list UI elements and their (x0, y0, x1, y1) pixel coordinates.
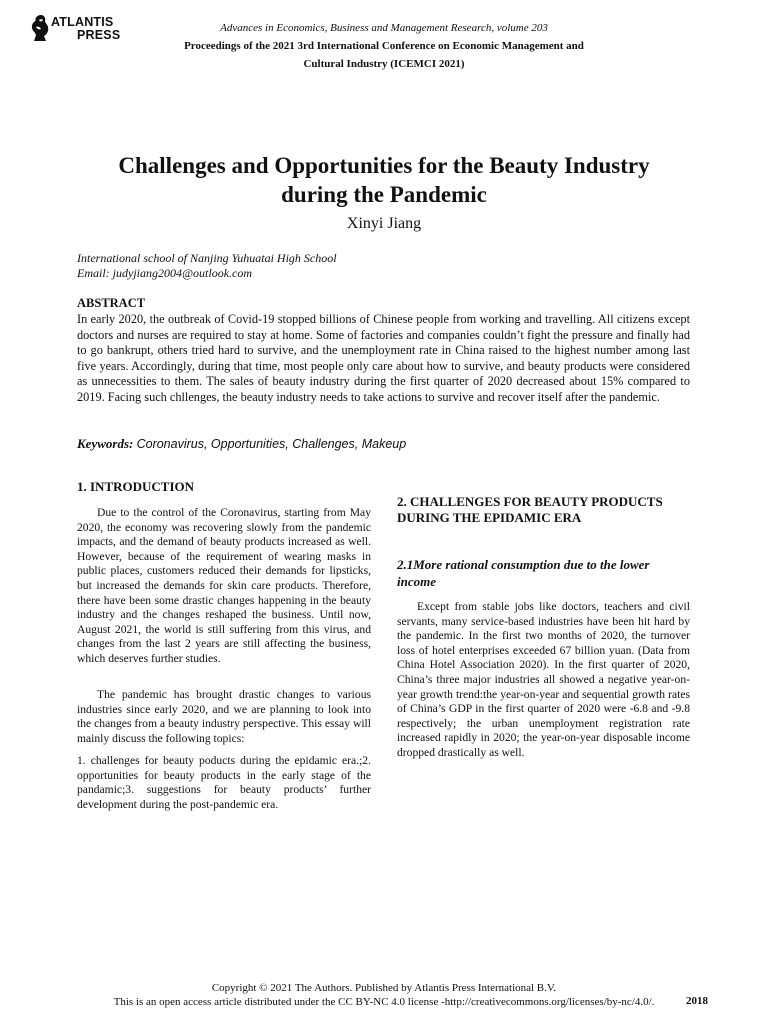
keywords (77, 436, 406, 452)
abstract-text: In early 2020, the outbreak of Covid-19 stopped billions of Chinese people from working and travelling. All citizens except doctors and nurses are required to stay at home. Some of factories and companies couldn’t fight the pressure and finally had to go bankrupt, others tried hard to survive, and the unemployment rate in China raised to the highest number among last five years. Accordingly, during that time, most people only care about how to survive, and beauty products were considered as unnecessities to them. The sales of beauty industry during the first quarter of 2020 decreased about 15% compared to 2019. Facing such chllenges, the beauty industry needs to take actions to survive and recover itself after the pandemic. (77, 312, 690, 404)
affiliation: International school of Nanjing Yuhuatai High School (77, 251, 337, 265)
author-affiliation-block (77, 251, 337, 281)
section-heading-challenges: 2. CHALLENGES FOR BEAUTY PRODUCTS DURING THE EPIDAMIC ERA (397, 494, 663, 525)
logo-text-atlantis: ATLANTIS (51, 15, 114, 29)
keywords-label: Keywords: (77, 436, 134, 451)
abstract-heading: ABSTRACT (77, 296, 146, 310)
keywords-text: Coronavirus, Opportunities, Challenges, Makeup (136, 437, 407, 451)
subsection-heading-2-1: 2.1More rational consumption due to the lower income (397, 557, 650, 589)
publisher-logo (30, 14, 120, 44)
author-name: Xinyi Jiang (346, 215, 422, 232)
paper-title (40, 151, 728, 209)
section-heading-introduction: 1. INTRODUCTION (77, 479, 195, 494)
section2-paragraph-1: Except from stable jobs like doctors, teachers and civil servants, many service-based industries have been hit hard by the pandemic. In the first two months of 2020, the turnover loss of hotel enterprises exceeded 67 billion yuan. (Data from China Hotel Association 2020). In the first quarter of 2020, China’s three major industries all showed a negative year-on-year growth trend:the year-on-year and sequential growth rates of China’s GDP in the first quarter of 2020 were -6.8 and -9.8 respectively; the urban unemployment registration rate increased rapidly in 2020; the year-on-year disposable income dropped drastically as well. (397, 600, 690, 759)
title-line-2: during the Pandemic (281, 182, 487, 207)
proceedings-line-2: Cultural Industry (ICEMCI 2021) (303, 58, 465, 70)
footer-copyright: Copyright © 2021 The Authors. Published by Atlantis Press International B.V. (211, 982, 557, 994)
proceedings-line-1: Proceedings of the 2021 3rd International Conference on Economic Management and (184, 40, 584, 52)
logo-text-press: PRESS (77, 28, 121, 42)
intro-paragraph-1: Due to the control of the Coronavirus, starting from May 2020, the economy was recovering slowly from the pandemic impacts, and the demand of beauty products increased as well. However, because of the requirement of wearing masks in public places, customers reduced their demands for lipsticks, but increased the demands for skin care products. Therefore, there have been some drastic changes happening in the beauty industry and the changes reshaped the business. Until now, August 2021, the world is still suffering from this virus, and changes from the last 2 years are still affecting the business, which deserves further studies. (77, 506, 371, 665)
intro-topic-list: 1. challenges for beauty poducts during the epidamic era.;2. opportunities for beauty products in the early stage of the pandamic;3. suggestions for beauty products’ further development during the post-pandemic era. (77, 754, 371, 811)
title-line-1: Challenges and Opportunities for the Beauty Industry (118, 153, 650, 178)
page-number: 2018 (686, 995, 708, 1007)
series-title: Advances in Economics, Business and Management Research, volume 203 (220, 22, 548, 34)
section-introduction (77, 479, 371, 495)
atlantis-press-logo-icon (30, 14, 52, 42)
author-email: Email: judyjiang2004@outlook.com (77, 266, 253, 280)
footer-license: This is an open access article distributed under the CC BY-NC 4.0 license -http://creativecommons.org/licenses/by-nc/4.0/. (113, 996, 655, 1008)
intro-paragraph-2: The pandemic has brought drastic changes to various industries since early 2020, and we are planning to look into the changes from a beauty industry perspective. This essay will mainly discuss the following topics: (77, 688, 371, 745)
